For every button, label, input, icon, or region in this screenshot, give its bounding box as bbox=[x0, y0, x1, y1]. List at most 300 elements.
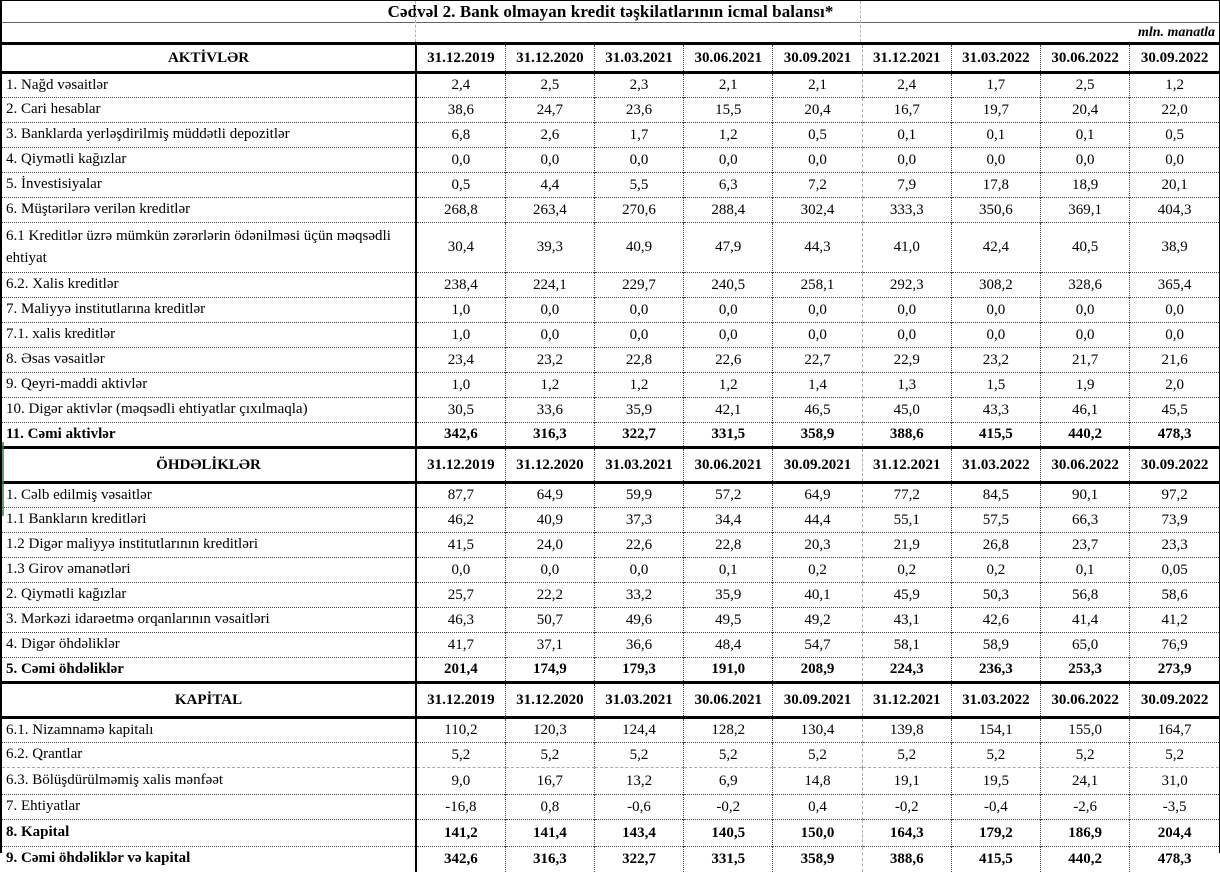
cell-value: 1,3 bbox=[862, 373, 951, 398]
cell-value: 2,3 bbox=[594, 73, 683, 98]
cell-value: 0,1 bbox=[862, 123, 951, 148]
cell-value: 388,6 bbox=[862, 847, 951, 872]
row-label: 9. Qeyri-maddi aktivlər bbox=[2, 373, 416, 398]
cell-value: 5,2 bbox=[773, 743, 862, 768]
cell-value: 77,2 bbox=[862, 483, 951, 508]
cell-value: 201,4 bbox=[416, 658, 505, 683]
document-title: Cədvəl 2. Bank olmayan kredit təşkilatlarının icmal balansı* bbox=[2, 1, 1219, 23]
cell-value: 47,9 bbox=[684, 223, 773, 273]
cell-value: 302,4 bbox=[773, 198, 862, 223]
cell-value: 141,2 bbox=[416, 820, 505, 847]
cell-value: -0,6 bbox=[594, 795, 683, 820]
cell-value: 0,1 bbox=[684, 558, 773, 583]
cell-value: 179,3 bbox=[594, 658, 683, 683]
cell-value: 23,7 bbox=[1041, 533, 1130, 558]
column-header: 30.06.2021 bbox=[684, 44, 773, 73]
cell-value: 30,5 bbox=[416, 398, 505, 423]
column-header: 31.03.2022 bbox=[951, 44, 1040, 73]
cell-value: 288,4 bbox=[684, 198, 773, 223]
cell-value: 20,1 bbox=[1130, 173, 1219, 198]
column-header: 30.09.2021 bbox=[773, 448, 862, 483]
page-break-guide-vertical-left bbox=[415, 1, 416, 42]
cell-value: 308,2 bbox=[951, 273, 1040, 298]
cell-value: 2,0 bbox=[1130, 373, 1219, 398]
cell-value: 19,5 bbox=[951, 768, 1040, 795]
cell-value: 19,7 bbox=[951, 98, 1040, 123]
table-row bbox=[2, 847, 1219, 872]
cell-value: 292,3 bbox=[862, 273, 951, 298]
section-header: KAPİTAL bbox=[2, 683, 416, 718]
table-row bbox=[2, 223, 1219, 273]
column-header: 31.03.2022 bbox=[951, 683, 1040, 718]
cell-value: 0,0 bbox=[505, 323, 594, 348]
cell-value: 440,2 bbox=[1041, 847, 1130, 872]
table-row bbox=[2, 348, 1219, 373]
cell-value: 24,7 bbox=[505, 98, 594, 123]
cell-value: 66,3 bbox=[1041, 508, 1130, 533]
cell-value: 0,0 bbox=[773, 148, 862, 173]
cell-value: 18,9 bbox=[1041, 173, 1130, 198]
row-label: 6. Müştərilərə verilən kreditlər bbox=[2, 198, 416, 223]
cell-value: 6,9 bbox=[684, 768, 773, 795]
column-header: 30.06.2021 bbox=[684, 448, 773, 483]
row-label: 7.1. xalis kreditlər bbox=[2, 323, 416, 348]
cell-value: 20,4 bbox=[1041, 98, 1130, 123]
cell-value: 55,1 bbox=[862, 508, 951, 533]
row-label: 10. Digər aktivlər (məqsədli ehtiyatlar çıxılmaqla) bbox=[2, 398, 416, 423]
cell-value: 2,1 bbox=[684, 73, 773, 98]
cell-value: 358,9 bbox=[773, 847, 862, 872]
cell-value: 45,9 bbox=[862, 583, 951, 608]
row-label: 1.1 Bankların kreditləri bbox=[2, 508, 416, 533]
column-header: 31.12.2020 bbox=[505, 44, 594, 73]
cell-value: 87,7 bbox=[416, 483, 505, 508]
cell-value: 25,7 bbox=[416, 583, 505, 608]
cell-value: 191,0 bbox=[684, 658, 773, 683]
cell-value: 128,2 bbox=[684, 718, 773, 743]
column-header: 31.12.2020 bbox=[505, 683, 594, 718]
cell-value: 110,2 bbox=[416, 718, 505, 743]
cell-value: 22,7 bbox=[773, 348, 862, 373]
section-header-row bbox=[2, 44, 1219, 73]
row-label: 7. Maliyyə institutlarına kreditlər bbox=[2, 298, 416, 323]
cell-value: 45,5 bbox=[1130, 398, 1219, 423]
cell-value: 20,3 bbox=[773, 533, 862, 558]
cell-value: 179,2 bbox=[951, 820, 1040, 847]
cell-value: 415,5 bbox=[951, 423, 1040, 448]
cell-value: 322,7 bbox=[594, 847, 683, 872]
table-row bbox=[2, 373, 1219, 398]
column-header: 30.09.2021 bbox=[773, 44, 862, 73]
table-row bbox=[2, 173, 1219, 198]
cell-value: 73,9 bbox=[1130, 508, 1219, 533]
cell-value: 5,2 bbox=[594, 743, 683, 768]
cell-value: 40,5 bbox=[1041, 223, 1130, 273]
column-header: 31.03.2021 bbox=[594, 44, 683, 73]
cell-value: 76,9 bbox=[1130, 633, 1219, 658]
table-row bbox=[2, 820, 1219, 847]
cell-value: -16,8 bbox=[416, 795, 505, 820]
cell-value: 238,4 bbox=[416, 273, 505, 298]
cell-value: 45,0 bbox=[862, 398, 951, 423]
cell-value: 365,4 bbox=[1130, 273, 1219, 298]
row-label: 6.1 Kreditlər üzrə mümkün zərərlərin ödənilməsi üçün məqsədli ehtiyat bbox=[2, 223, 416, 273]
cell-value: 0,0 bbox=[951, 323, 1040, 348]
cell-value: 0,0 bbox=[1041, 323, 1130, 348]
cell-value: 342,6 bbox=[416, 847, 505, 872]
cell-value: 19,1 bbox=[862, 768, 951, 795]
cell-value: 35,9 bbox=[594, 398, 683, 423]
cell-value: 0,05 bbox=[1130, 558, 1219, 583]
cell-value: 204,4 bbox=[1130, 820, 1219, 847]
cell-value: 40,9 bbox=[505, 508, 594, 533]
row-label: 1. Cəlb edilmiş vəsaitlər bbox=[2, 483, 416, 508]
cell-value: 22,8 bbox=[684, 533, 773, 558]
cell-value: 23,6 bbox=[594, 98, 683, 123]
cell-value: 7,2 bbox=[773, 173, 862, 198]
cell-value: 0,5 bbox=[1130, 123, 1219, 148]
cell-value: 164,3 bbox=[862, 820, 951, 847]
cell-value: 5,2 bbox=[1041, 743, 1130, 768]
cell-value: 0,1 bbox=[1041, 558, 1130, 583]
column-header: 31.12.2021 bbox=[862, 683, 951, 718]
cell-value: 358,9 bbox=[773, 423, 862, 448]
cell-value: 23,2 bbox=[505, 348, 594, 373]
row-label: 7. Ehtiyatlar bbox=[2, 795, 416, 820]
cell-value: 0,0 bbox=[862, 148, 951, 173]
cell-value: 0,0 bbox=[951, 298, 1040, 323]
cell-value: 84,5 bbox=[951, 483, 1040, 508]
cell-value: -0,2 bbox=[862, 795, 951, 820]
cell-value: 46,5 bbox=[773, 398, 862, 423]
table-row bbox=[2, 583, 1219, 608]
cell-value: 1,9 bbox=[1041, 373, 1130, 398]
cell-value: 440,2 bbox=[1041, 423, 1130, 448]
row-label: 8. Əsas vəsaitlər bbox=[2, 348, 416, 373]
cell-value: 0,0 bbox=[1130, 298, 1219, 323]
cell-value: 0,0 bbox=[1130, 148, 1219, 173]
cell-value: 124,4 bbox=[594, 718, 683, 743]
cell-value: 1,2 bbox=[1130, 73, 1219, 98]
column-header: 31.12.2019 bbox=[416, 683, 505, 718]
unit-note: mln. manatla bbox=[1137, 24, 1215, 40]
cell-value: 316,3 bbox=[505, 423, 594, 448]
cell-value: 333,3 bbox=[862, 198, 951, 223]
cell-value: 46,3 bbox=[416, 608, 505, 633]
cell-value: 22,2 bbox=[505, 583, 594, 608]
cell-value: 224,3 bbox=[862, 658, 951, 683]
cell-value: 0,0 bbox=[594, 558, 683, 583]
cell-value: 49,6 bbox=[594, 608, 683, 633]
cell-value: 22,0 bbox=[1130, 98, 1219, 123]
cell-value: 44,4 bbox=[773, 508, 862, 533]
cell-value: 41,2 bbox=[1130, 608, 1219, 633]
cell-value: -0,4 bbox=[951, 795, 1040, 820]
left-edge-selection-artifact bbox=[2, 442, 4, 516]
section-header: ÖHDƏLİKLƏR bbox=[2, 448, 416, 483]
cell-value: 0,1 bbox=[1041, 123, 1130, 148]
cell-value: 36,6 bbox=[594, 633, 683, 658]
table-row bbox=[2, 273, 1219, 298]
table-row bbox=[2, 558, 1219, 583]
table-row bbox=[2, 198, 1219, 223]
cell-value: 139,8 bbox=[862, 718, 951, 743]
cell-value: 49,5 bbox=[684, 608, 773, 633]
section-header-row bbox=[2, 683, 1219, 718]
column-header: 31.12.2021 bbox=[862, 448, 951, 483]
column-header: 31.12.2020 bbox=[505, 448, 594, 483]
column-header: 30.09.2022 bbox=[1130, 683, 1219, 718]
table-row bbox=[2, 98, 1219, 123]
cell-value: 0,0 bbox=[594, 323, 683, 348]
cell-value: 43,1 bbox=[862, 608, 951, 633]
column-header: 30.06.2021 bbox=[684, 683, 773, 718]
row-label: 2. Cari hesablar bbox=[2, 98, 416, 123]
cell-value: 0,0 bbox=[1041, 148, 1130, 173]
cell-value: 22,6 bbox=[594, 533, 683, 558]
cell-value: 23,3 bbox=[1130, 533, 1219, 558]
row-label: 1.2 Digər maliyyə institutlarının kreditləri bbox=[2, 533, 416, 558]
column-header: 30.09.2021 bbox=[773, 683, 862, 718]
cell-value: 0,0 bbox=[862, 323, 951, 348]
cell-value: 0,0 bbox=[951, 148, 1040, 173]
cell-value: 415,5 bbox=[951, 847, 1040, 872]
row-label: 3. Banklarda yerləşdirilmiş müddətli depozitlər bbox=[2, 123, 416, 148]
cell-value: 2,1 bbox=[773, 73, 862, 98]
cell-value: 50,7 bbox=[505, 608, 594, 633]
cell-value: 46,1 bbox=[1041, 398, 1130, 423]
cell-value: 37,1 bbox=[505, 633, 594, 658]
cell-value: 331,5 bbox=[684, 423, 773, 448]
table-row bbox=[2, 658, 1219, 683]
cell-value: 24,0 bbox=[505, 533, 594, 558]
cell-value: 50,3 bbox=[951, 583, 1040, 608]
cell-value: 270,6 bbox=[594, 198, 683, 223]
table-row bbox=[2, 73, 1219, 98]
cell-value: 388,6 bbox=[862, 423, 951, 448]
row-label: 4. Qiymətli kağızlar bbox=[2, 148, 416, 173]
row-label: 9. Cəmi öhdəliklər və kapital bbox=[2, 847, 416, 872]
cell-value: 21,7 bbox=[1041, 348, 1130, 373]
cell-value: 58,6 bbox=[1130, 583, 1219, 608]
cell-value: 1,0 bbox=[416, 323, 505, 348]
column-header: 30.06.2022 bbox=[1041, 448, 1130, 483]
cell-value: 1,4 bbox=[773, 373, 862, 398]
cell-value: 0,0 bbox=[1130, 323, 1219, 348]
cell-value: 5,2 bbox=[684, 743, 773, 768]
cell-value: 21,9 bbox=[862, 533, 951, 558]
cell-value: 342,6 bbox=[416, 423, 505, 448]
cell-value: 0,0 bbox=[1041, 298, 1130, 323]
table-row bbox=[2, 608, 1219, 633]
cell-value: 2,4 bbox=[416, 73, 505, 98]
cell-value: 35,9 bbox=[684, 583, 773, 608]
cell-value: 59,9 bbox=[594, 483, 683, 508]
cell-value: 141,4 bbox=[505, 820, 594, 847]
cell-value: 404,3 bbox=[1130, 198, 1219, 223]
cell-value: 37,3 bbox=[594, 508, 683, 533]
cell-value: 240,5 bbox=[684, 273, 773, 298]
cell-value: 1,0 bbox=[416, 298, 505, 323]
table-row bbox=[2, 483, 1219, 508]
column-header: 30.06.2022 bbox=[1041, 683, 1130, 718]
row-label: 1.3 Girov əmanətləri bbox=[2, 558, 416, 583]
cell-value: 22,9 bbox=[862, 348, 951, 373]
cell-value: 6,8 bbox=[416, 123, 505, 148]
table-row bbox=[2, 508, 1219, 533]
column-header: 31.03.2021 bbox=[594, 683, 683, 718]
table-row bbox=[2, 423, 1219, 448]
cell-value: 40,9 bbox=[594, 223, 683, 273]
row-label: 5. İnvestisiyalar bbox=[2, 173, 416, 198]
cell-value: 1,7 bbox=[951, 73, 1040, 98]
table-row bbox=[2, 795, 1219, 820]
cell-value: 331,5 bbox=[684, 847, 773, 872]
balance-table bbox=[2, 42, 1219, 872]
table-row bbox=[2, 398, 1219, 423]
cell-value: 23,2 bbox=[951, 348, 1040, 373]
cell-value: 186,9 bbox=[1041, 820, 1130, 847]
cell-value: 0,0 bbox=[594, 298, 683, 323]
cell-value: 174,9 bbox=[505, 658, 594, 683]
row-label: 1. Nağd vəsaitlər bbox=[2, 73, 416, 98]
cell-value: 253,3 bbox=[1041, 658, 1130, 683]
cell-value: 1,0 bbox=[416, 373, 505, 398]
cell-value: 4,4 bbox=[505, 173, 594, 198]
column-header: 30.09.2022 bbox=[1130, 448, 1219, 483]
table-row bbox=[2, 323, 1219, 348]
cell-value: 0,5 bbox=[416, 173, 505, 198]
table-row bbox=[2, 298, 1219, 323]
cell-value: 58,9 bbox=[951, 633, 1040, 658]
cell-value: 1,2 bbox=[684, 123, 773, 148]
row-label: 5. Cəmi öhdəliklər bbox=[2, 658, 416, 683]
cell-value: 49,2 bbox=[773, 608, 862, 633]
row-label: 2. Qiymətli kağızlar bbox=[2, 583, 416, 608]
cell-value: 273,9 bbox=[1130, 658, 1219, 683]
cell-value: 16,7 bbox=[862, 98, 951, 123]
cell-value: 34,4 bbox=[684, 508, 773, 533]
table-row bbox=[2, 768, 1219, 795]
cell-value: 0,0 bbox=[684, 323, 773, 348]
cell-value: 0,8 bbox=[505, 795, 594, 820]
cell-value: 1,7 bbox=[594, 123, 683, 148]
cell-value: 64,9 bbox=[505, 483, 594, 508]
row-label: 3. Mərkəzi idarəetmə orqanlarının vəsaitləri bbox=[2, 608, 416, 633]
cell-value: 42,6 bbox=[951, 608, 1040, 633]
cell-value: 0,0 bbox=[773, 298, 862, 323]
cell-value: 150,0 bbox=[773, 820, 862, 847]
cell-value: 0,0 bbox=[505, 298, 594, 323]
cell-value: 41,7 bbox=[416, 633, 505, 658]
cell-value: 5,2 bbox=[1130, 743, 1219, 768]
table-row bbox=[2, 633, 1219, 658]
cell-value: 2,4 bbox=[862, 73, 951, 98]
table-row bbox=[2, 148, 1219, 173]
cell-value: 46,2 bbox=[416, 508, 505, 533]
cell-value: 120,3 bbox=[505, 718, 594, 743]
cell-value: 24,1 bbox=[1041, 768, 1130, 795]
row-label: 6.3. Bölüşdürülməmiş xalis mənfəət bbox=[2, 768, 416, 795]
cell-value: 208,9 bbox=[773, 658, 862, 683]
row-label: 6.2. Qrantlar bbox=[2, 743, 416, 768]
column-header: 31.12.2021 bbox=[862, 44, 951, 73]
table-row bbox=[2, 718, 1219, 743]
cell-value: 41,5 bbox=[416, 533, 505, 558]
section-header-row bbox=[2, 448, 1219, 483]
cell-value: 5,2 bbox=[505, 743, 594, 768]
cell-value: 20,4 bbox=[773, 98, 862, 123]
cell-value: 1,5 bbox=[951, 373, 1040, 398]
cell-value: 39,3 bbox=[505, 223, 594, 273]
cell-value: 1,2 bbox=[594, 373, 683, 398]
cell-value: 1,2 bbox=[684, 373, 773, 398]
cell-value: 30,4 bbox=[416, 223, 505, 273]
cell-value: 22,8 bbox=[594, 348, 683, 373]
cell-value: 224,1 bbox=[505, 273, 594, 298]
cell-value: 5,5 bbox=[594, 173, 683, 198]
cell-value: 38,6 bbox=[416, 98, 505, 123]
cell-value: 0,1 bbox=[951, 123, 1040, 148]
cell-value: 164,7 bbox=[1130, 718, 1219, 743]
table-row bbox=[2, 743, 1219, 768]
column-header: 31.12.2019 bbox=[416, 448, 505, 483]
cell-value: 2,6 bbox=[505, 123, 594, 148]
page-break-guide-vertical-right bbox=[860, 1, 861, 42]
cell-value: 14,8 bbox=[773, 768, 862, 795]
cell-value: 0,0 bbox=[505, 558, 594, 583]
cell-value: 42,4 bbox=[951, 223, 1040, 273]
cell-value: 154,1 bbox=[951, 718, 1040, 743]
cell-value: 40,1 bbox=[773, 583, 862, 608]
cell-value: 478,3 bbox=[1130, 847, 1219, 872]
cell-value: 44,3 bbox=[773, 223, 862, 273]
cell-value: 130,4 bbox=[773, 718, 862, 743]
cell-value: 322,7 bbox=[594, 423, 683, 448]
cell-value: 316,3 bbox=[505, 847, 594, 872]
cell-value: 64,9 bbox=[773, 483, 862, 508]
cell-value: 9,0 bbox=[416, 768, 505, 795]
balance-table-body bbox=[2, 44, 1219, 872]
cell-value: 33,6 bbox=[505, 398, 594, 423]
cell-value: 0,5 bbox=[773, 123, 862, 148]
cell-value: 5,2 bbox=[951, 743, 1040, 768]
row-label: 4. Digər öhdəliklər bbox=[2, 633, 416, 658]
cell-value: -0,2 bbox=[684, 795, 773, 820]
cell-value: 13,2 bbox=[594, 768, 683, 795]
row-label: 11. Cəmi aktivlər bbox=[2, 423, 416, 448]
cell-value: 0,0 bbox=[416, 558, 505, 583]
cell-value: 65,0 bbox=[1041, 633, 1130, 658]
cell-value: -2,6 bbox=[1041, 795, 1130, 820]
cell-value: 0,4 bbox=[773, 795, 862, 820]
cell-value: -3,5 bbox=[1130, 795, 1219, 820]
column-header: 30.09.2022 bbox=[1130, 44, 1219, 73]
cell-value: 58,1 bbox=[862, 633, 951, 658]
cell-value: 268,8 bbox=[416, 198, 505, 223]
row-label: 8. Kapital bbox=[2, 820, 416, 847]
cell-value: 41,4 bbox=[1041, 608, 1130, 633]
cell-value: 90,1 bbox=[1041, 483, 1130, 508]
cell-value: 5,2 bbox=[416, 743, 505, 768]
column-header: 30.06.2022 bbox=[1041, 44, 1130, 73]
cell-value: 478,3 bbox=[1130, 423, 1219, 448]
cell-value: 258,1 bbox=[773, 273, 862, 298]
cell-value: 0,2 bbox=[951, 558, 1040, 583]
cell-value: 23,4 bbox=[416, 348, 505, 373]
cell-value: 0,0 bbox=[773, 323, 862, 348]
row-label: 6.1. Nizamnamə kapitalı bbox=[2, 718, 416, 743]
